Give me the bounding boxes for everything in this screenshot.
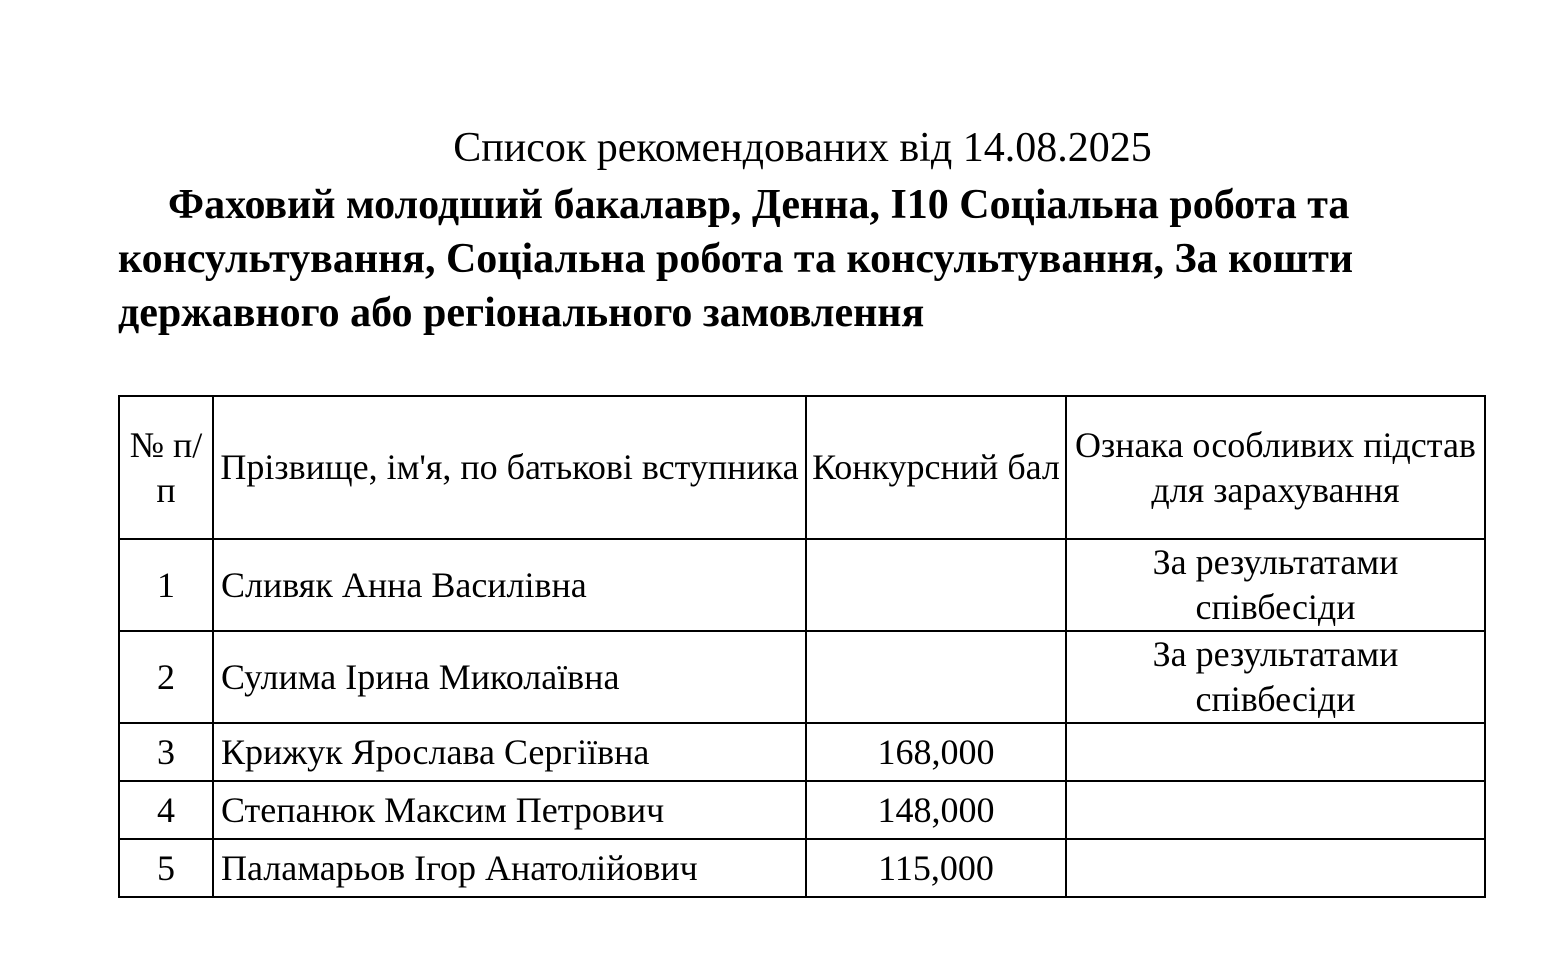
table-row (119, 631, 1485, 723)
table-row (119, 723, 1485, 781)
applicant-score (806, 539, 1066, 631)
admission-basis (1066, 723, 1485, 781)
table-row (119, 839, 1485, 897)
table-row (119, 539, 1485, 631)
row-number: 1 (119, 539, 213, 631)
applicant-name: Крижук Ярослава Сергіївна (213, 723, 806, 781)
admission-basis (1066, 839, 1485, 897)
header-score: Конкурсний бал (806, 396, 1066, 539)
applicant-score: 115,000 (806, 839, 1066, 897)
row-number: 2 (119, 631, 213, 723)
header-name: Прізвище, ім'я, по батькові вступника (213, 396, 806, 539)
applicant-name: Сулима Ірина Миколаївна (213, 631, 806, 723)
applicant-score: 148,000 (806, 781, 1066, 839)
admission-basis: За результатами співбесіди (1066, 539, 1485, 631)
row-number: 3 (119, 723, 213, 781)
admission-basis: За результатами співбесіди (1066, 631, 1485, 723)
applicant-name: Сливяк Анна Василівна (213, 539, 806, 631)
header-number: № п/п (119, 396, 213, 539)
applicant-name: Паламарьов Ігор Анатолійович (213, 839, 806, 897)
admission-basis (1066, 781, 1485, 839)
applicant-name: Степанюк Максим Петрович (213, 781, 806, 839)
table-row (119, 781, 1485, 839)
table-header-row (119, 396, 1485, 539)
applicant-score (806, 631, 1066, 723)
row-number: 4 (119, 781, 213, 839)
row-number: 5 (119, 839, 213, 897)
applicant-score: 168,000 (806, 723, 1066, 781)
program-description: Фаховий молодший бакалавр, Денна, I10 Соціальна робота та консультування, Соціальна робота та консультування, За кошти державного або регіонального замовлення (118, 182, 1354, 336)
page-title: Список рекомендованих від 14.08.2025 (453, 125, 1152, 171)
header-basis: Ознака особливих підстав для зарахування (1066, 396, 1485, 539)
recommended-applicants-table (118, 395, 1486, 898)
